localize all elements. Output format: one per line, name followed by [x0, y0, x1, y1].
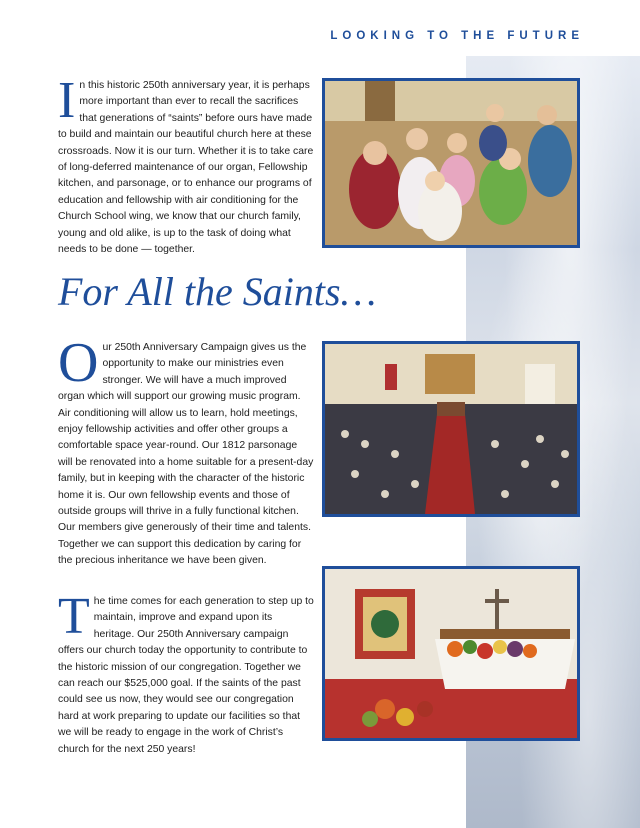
dropcap: T [58, 588, 90, 645]
paragraph-text: he time comes for each generation to step up to maintain, improve and expand upon its heritage. Our 250th Anniversary campaign offers our church today the opportunity to contribute to the historic mission of our congregation. Together we can reach our $525,000 goal. If the saints of the past could see us now, they would see our congregation hard at work preparing to update our facilities so that we will be ready to engage in the work of Christ’s church for the next 250 years! [58, 596, 314, 755]
paragraph-text: n this historic 250th anniversary year, it is perhaps more important than ever to recall the sacrifices that generations of “saints” before ours have made to build and maintain our beautiful church here at these crossroads. Now it is our turn. Whether it is to take care of long-deferred maintenance of our organ, Fellowship kitchen, and parsonage, or to enhance our programs of education and fellowship with air conditioning for the Church School wing, we know that our church family, young and old alike, is up to the task of doing what needs to be done — together. [58, 80, 314, 256]
congregation-sanctuary-photo [322, 341, 580, 517]
children-group-photo [322, 78, 580, 248]
paragraph-heritage [58, 588, 314, 758]
page-title: For All the Saints… [58, 269, 377, 314]
dropcap: O [58, 332, 99, 394]
altar-harvest-photo [322, 566, 580, 741]
paragraph-campaign [58, 332, 314, 570]
dropcap: I [58, 72, 76, 129]
paragraph-text: ur 250th Anniversary Campaign gives us the opportunity to make our ministries even stronger. We will have a much improved organ which will support our growing music program. Air conditioning will allow us to learn, hold meetings, enjoy fellowship activities and offer other groups a comfortable space year-round. Our 1812 parsonage will be renovated into a home suitable for a present-day family, but in keeping with the character of the historic home it is. Our own fellowship events and those of outside groups will thrive in a fully functional kitchen. Our members give generously of their time and talents. Together we can support this dedication by caring for the precious inheritance we have been given. [58, 342, 314, 567]
section-header: LOOKING TO THE FUTURE [330, 30, 584, 42]
paragraph-intro [58, 72, 314, 258]
